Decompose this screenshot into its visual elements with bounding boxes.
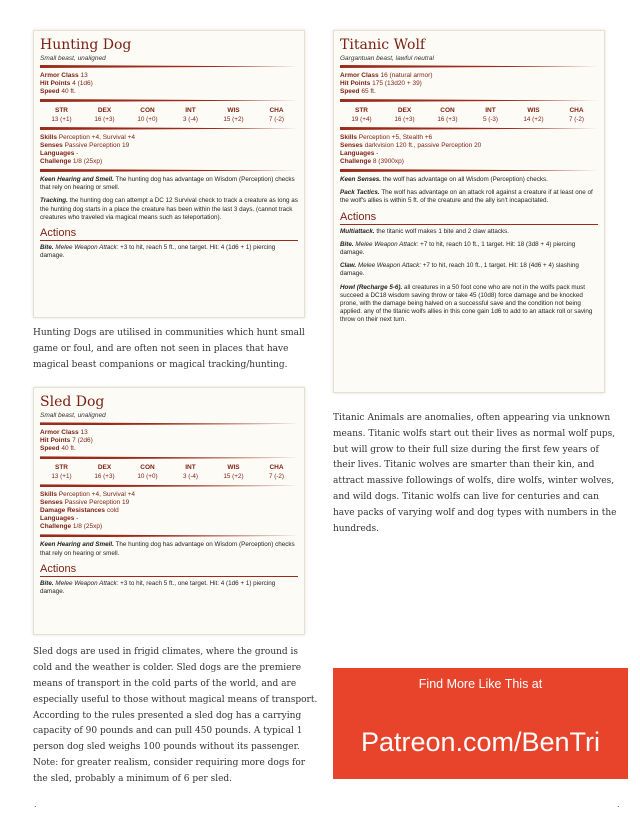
creature-type: Small beast, unaligned bbox=[40, 55, 106, 62]
ability-str: STR 13 (+1) bbox=[51, 464, 72, 481]
senses: Senses Passive Perception 19 bbox=[40, 499, 130, 507]
ability-scores bbox=[40, 463, 298, 481]
ability-dex: DEX 16 (+3) bbox=[394, 107, 415, 123]
sled-dog-description bbox=[33, 645, 319, 787]
actions-heading: Actions bbox=[40, 563, 298, 577]
divider bbox=[340, 127, 598, 130]
paragraph: According to the rules presented a sled dog has a carrying capacity of 90 pounds and can pull 450 pounds. A typical 1 person dog sled weighs 100 pounds without its passenger. bbox=[33, 710, 303, 753]
speed: Speed 40 ft. bbox=[40, 445, 76, 453]
ability-scores bbox=[40, 106, 298, 124]
ability-cha: CHA 7 (-2) bbox=[568, 107, 585, 123]
patreon-tagline: Find More Like This at bbox=[418, 677, 543, 691]
creature-type: Small beast, unaligned bbox=[40, 412, 106, 420]
languages: Languages - bbox=[40, 515, 79, 523]
divider bbox=[340, 169, 598, 172]
ability-con: CON 10 (+0) bbox=[137, 107, 158, 123]
damage-resistances: Damage Resistances cold bbox=[40, 507, 119, 515]
paragraph: Sled dogs are used in frigid climates, where the ground is cold and the weather is colder. Sled dogs are the premiere means of transport in the cold parts of the world, and are especially useful to those without magical means of transport. bbox=[33, 647, 318, 705]
armor-class: Armor Class 13 bbox=[40, 72, 88, 79]
actions-heading: Actions bbox=[40, 227, 298, 241]
trait: Keen Hearing and Smell. The hunting dog has advantage on Wisdom (Perception) checks that rely on hearing or smell. bbox=[40, 176, 295, 192]
divider bbox=[40, 534, 298, 537]
ability-int: INT 3 (-4) bbox=[182, 464, 199, 481]
divider bbox=[40, 99, 298, 102]
challenge: Challenge 1/8 (25xp) bbox=[40, 158, 103, 165]
ability-str: STR 13 (+1) bbox=[51, 107, 72, 123]
ability-int: INT 5 (-3) bbox=[482, 107, 499, 123]
statblock-title: Titanic Wolf bbox=[340, 37, 426, 53]
titanic-wolf-description: Titanic Animals are anomalies, often appearing via unknown means. Titanic wolfs start out their lives as normal wolf pups, but will grow to their full size during the first few years of their lives. Titanic wolves are smarter than their kin, and attract massive followings of wolfs, dire wolfs, winter wolves, and wild dogs. Titanic wolfs can live for centuries and can have packs of varying wolf and dog types with numbers in the hundreds. bbox=[333, 413, 617, 534]
action: Howl (Recharge 5-6). all creatures in a 50 foot cone who are not in the wolfs pack must succeed a DC18 wisdom saving throw or take 45 (10d8) force damage and be knocked prone, with the damage being halved on a successful save and the condition not being applied. any of the titanic wolfs allies in this cone gain 1d6 to add to an attack roll or saving throw on their next turn. bbox=[340, 283, 593, 324]
trait: Pack Tactics. The wolf has advantage on an attack roll against a creature if at least one of the wolf's allies is within 5 ft. of the creature and the ally isn't incapacitated. bbox=[340, 189, 593, 205]
ability-int: INT 3 (-4) bbox=[182, 107, 199, 123]
action: Multiattack. the titanic wolf makes 1 bite and 2 claw attacks. bbox=[340, 227, 510, 235]
left-column bbox=[33, 30, 327, 788]
footer-dot: . bbox=[617, 800, 620, 809]
divider bbox=[40, 456, 298, 459]
patreon-banner[interactable] bbox=[333, 668, 628, 779]
divider bbox=[340, 65, 598, 68]
hit-points: Hit Points 4 (1d6) bbox=[40, 80, 93, 87]
trait: Keen Hearing and Smell. The hunting dog has advantage on Wisdom (Perception) checks that rely on hearing or smell. bbox=[40, 541, 295, 557]
hunting-dog-description: Hunting Dogs are utilised in communities which hunt small game or foul, and are often not seen in places that have magical beast companions or magical tracking/hunting. bbox=[33, 328, 305, 370]
action: Bite. Melee Weapon Attack: +7 to hit, reach 10 ft., 1 target. Hit: 18 (3d8 + 4) piercing damage. bbox=[340, 240, 576, 257]
patreon-link[interactable]: Patreon.com/BenTri bbox=[360, 727, 601, 757]
action: Bite. Melee Weapon Attack: +3 to hit, reach 5 ft., one target. Hit: 4 (1d6 + 1) piercing damage. bbox=[40, 244, 276, 260]
ability-wis: WIS 15 (+2) bbox=[223, 464, 244, 481]
armor-class: Armor Class 16 (natural armor) bbox=[340, 72, 433, 79]
trait: Tracking. the hunting dog can attempt a DC 12 Survival check to track a creature as long as the hunting dog starts in a place the creature has been within the last 3 days. (cannot track creatures who traveled via magical means such as teleportation). bbox=[40, 197, 298, 221]
senses: Senses Passive Perception 19 bbox=[40, 142, 130, 149]
ability-dex: DEX 16 (+3) bbox=[94, 464, 115, 481]
speed: Speed 65 ft. bbox=[340, 88, 376, 95]
ability-scores bbox=[340, 106, 598, 124]
divider bbox=[40, 65, 298, 68]
ability-con: CON 16 (+3) bbox=[437, 107, 458, 123]
challenge: Challenge 8 (3900xp) bbox=[340, 158, 404, 165]
right-column bbox=[333, 30, 627, 537]
ability-dex: DEX 16 (+3) bbox=[94, 107, 115, 123]
ability-wis: WIS 15 (+2) bbox=[223, 107, 244, 123]
armor-class: Armor Class 13 bbox=[40, 429, 88, 437]
statblock-title: Hunting Dog bbox=[40, 37, 132, 53]
trait: Keen Senses. the wolf has advantage on all Wisdom (Perception) checks. bbox=[340, 176, 548, 183]
divider bbox=[340, 99, 598, 102]
ability-cha: CHA 7 (-2) bbox=[268, 107, 285, 123]
languages: Languages - bbox=[40, 150, 79, 157]
paragraph: Note: for greater realism, consider requiring more dogs for the sled, probably a minimum of 6 per sled. bbox=[33, 757, 306, 784]
skills: Skills Perception +4, Survival +4 bbox=[40, 491, 136, 499]
ability-str: STR 19 (+4) bbox=[351, 107, 372, 123]
divider bbox=[40, 484, 298, 487]
skills: Skills Perception +4, Survival +4 bbox=[40, 134, 136, 141]
action: Bite. Melee Weapon Attack: +3 to hit, reach 5 ft., one target. Hit: 4 (1d6 + 1) piercing damage. bbox=[40, 579, 276, 595]
divider bbox=[40, 422, 298, 425]
titanic-wolf-statblock bbox=[333, 30, 605, 393]
sled-dog-statblock bbox=[33, 387, 305, 635]
languages: Languages - bbox=[340, 150, 379, 157]
hit-points: Hit Points 7 (2d6) bbox=[40, 437, 93, 445]
senses: Senses darkvision 120 ft., passive Perception 20 bbox=[340, 142, 482, 149]
footer-dot: . bbox=[34, 800, 37, 809]
hunting-dog-statblock bbox=[33, 30, 305, 318]
ability-wis: WIS 14 (+2) bbox=[523, 107, 544, 123]
skills: Skills Perception +5, Stealth +6 bbox=[340, 134, 433, 141]
hit-points: Hit Points 175 (13d20 + 39) bbox=[340, 80, 422, 87]
speed: Speed 40 ft. bbox=[40, 88, 76, 95]
actions-heading: Actions bbox=[340, 211, 598, 225]
ability-cha: CHA 7 (-2) bbox=[268, 464, 285, 481]
ability-con: CON 10 (+0) bbox=[137, 464, 158, 481]
divider bbox=[40, 169, 298, 172]
action: Claw. Melee Weapon Attack: +7 to hit, reach 10 ft., 1 target. Hit: 18 (4d6 + 4) slashing damage. bbox=[340, 262, 579, 278]
statblock-title: Sled Dog bbox=[40, 394, 105, 411]
divider bbox=[40, 127, 298, 130]
challenge: Challenge 1/8 (25xp) bbox=[40, 523, 103, 531]
creature-type: Gargantuan beast, lawful neutral bbox=[340, 55, 434, 62]
